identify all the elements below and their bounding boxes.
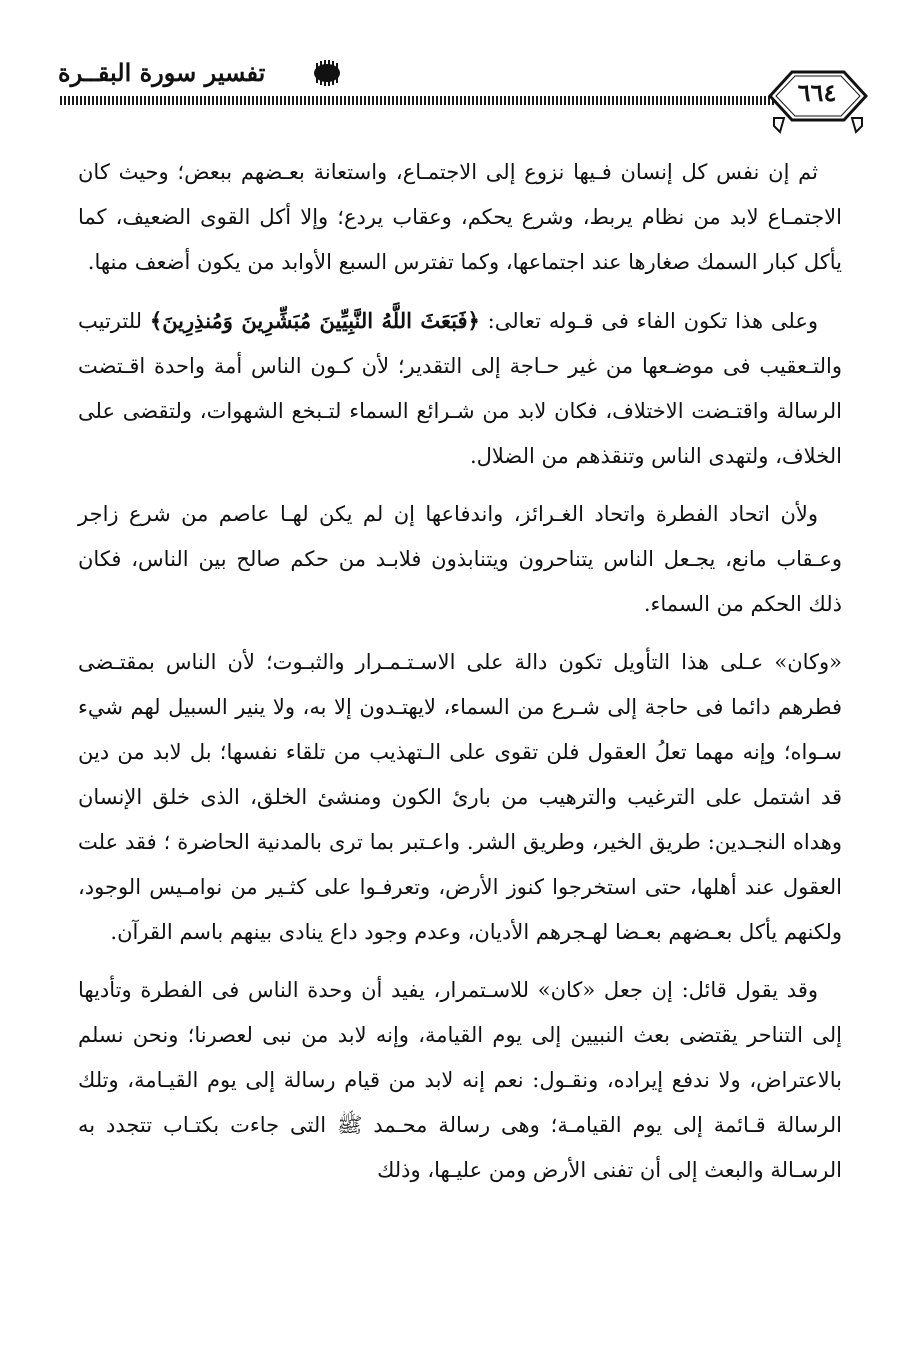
paragraph-3: ولأن اتحاد الفطرة واتحاد الغـرائز، واندفاعها إن لم يكن لهـا عاصم من شرع زاجر وعـقاب مانع، يجـعل الناس يتناحرون ويتنابذون فلابـد من حكم صالح بين الناس، فكان ذلك الحكم من السماء. bbox=[78, 502, 842, 616]
paragraph-2 bbox=[78, 298, 842, 479]
paragraph-2-intro: وعلى هذا تكون الفاء فى قـوله تعالى: bbox=[479, 309, 819, 333]
paragraph-4: «وكان» عـلى هذا التأويل تكون دالة على الاسـتـمـرار والثبـوت؛ لأن الناس بمقتـضى فطرهم دائما فى حاجة إلى شـرع من السماء، لايهتـدون إلا به، ولا ينير السبيل لهم شيء سـواه؛ وإنه مهما تعلُ العقول فلن تقوى على الـتهذيب من تلقاء نفسها؛ بل لابد من دين قد اشتمل على الترغيب والترهيب من بارئ الكون ومنشئ الخلق، الذى خلق الإنسان وهداه النجـدين: طريق الخير، وطريق الشر. واعـتبر بما ترى بالمدنية الحاضرة ؛ فقد علت العقول عند أهلها، حتى استخرجوا كنوز الأرض، وتعرفـوا على كثـير من نوامـيس الوجود، ولكنهم يأكل بعـضهم بعـضا لهـجرهم الأديان، وعدم وجود داع ينادى بينهم باسم القرآن. bbox=[78, 650, 842, 944]
page-number: ٦٦٤ bbox=[797, 78, 837, 107]
paragraph-2-rest: للترتيب والتـعقيب فى موضـعها من غير حـاجة إلى التقدير؛ لأن كـون الناس أمة واحدة اقـتضت الرسالة واقتـضت الاختلاف، فكان لابد من شـرائع السماء لتـبخع الشهوات، ولتقضى على الخلاف، ولتهدى الناس وتنقذهم من الضلال. bbox=[78, 309, 842, 468]
paragraph-1: ثم إن نفس كل إنسان فـيها نزوع إلى الاجتمـاع، واستعانة بعـضهم ببعض؛ وحيث كان الاجتمـاع لابد من نظام يربط، وشرع يحكم، وعقاب يردع؛ وإلا أكل القوى الضعيف، كما يأكل كبار السمك صغارها عند اجتماعها، وكما تفترس السبع الأوابد من يكون أضعف منها. bbox=[78, 160, 842, 274]
header-rule bbox=[60, 96, 776, 105]
quran-verse: ﴿فَبَعَثَ اللَّهُ النَّبِيِّينَ مُبَشِّرِينَ وَمُنذِرِينَ﴾ bbox=[149, 308, 480, 333]
running-title: تفسير سورة البقــرة bbox=[58, 58, 266, 87]
paragraph-5: وقد يقول قائل: إن جعل «كان» للاسـتمرار، يفيد أن وحدة الناس فى الفطرة وتأديها إلى التناحر يقتضى بعث النبيين إلى يوم القيامة، وإنه لابد من نبى لعصرنا؛ ونحن نسلم بالاعتراض، ولا ندفع إيراده، ونقـول: نعم إنه لابد من قيام رسالة إلى يوم القيـامة، وتلك الرسالة قـائمة إلى يوم القيامـة؛ وهى رسالة محـمد ﷺ التى جاءت بكتـاب تتجدد به الرسـالة والبعث إلى أن تفنى الأرض ومن عليـها، وذلك bbox=[78, 978, 842, 1182]
page-header bbox=[58, 50, 866, 150]
ornament-icon bbox=[310, 60, 344, 86]
body-text bbox=[78, 150, 842, 1206]
